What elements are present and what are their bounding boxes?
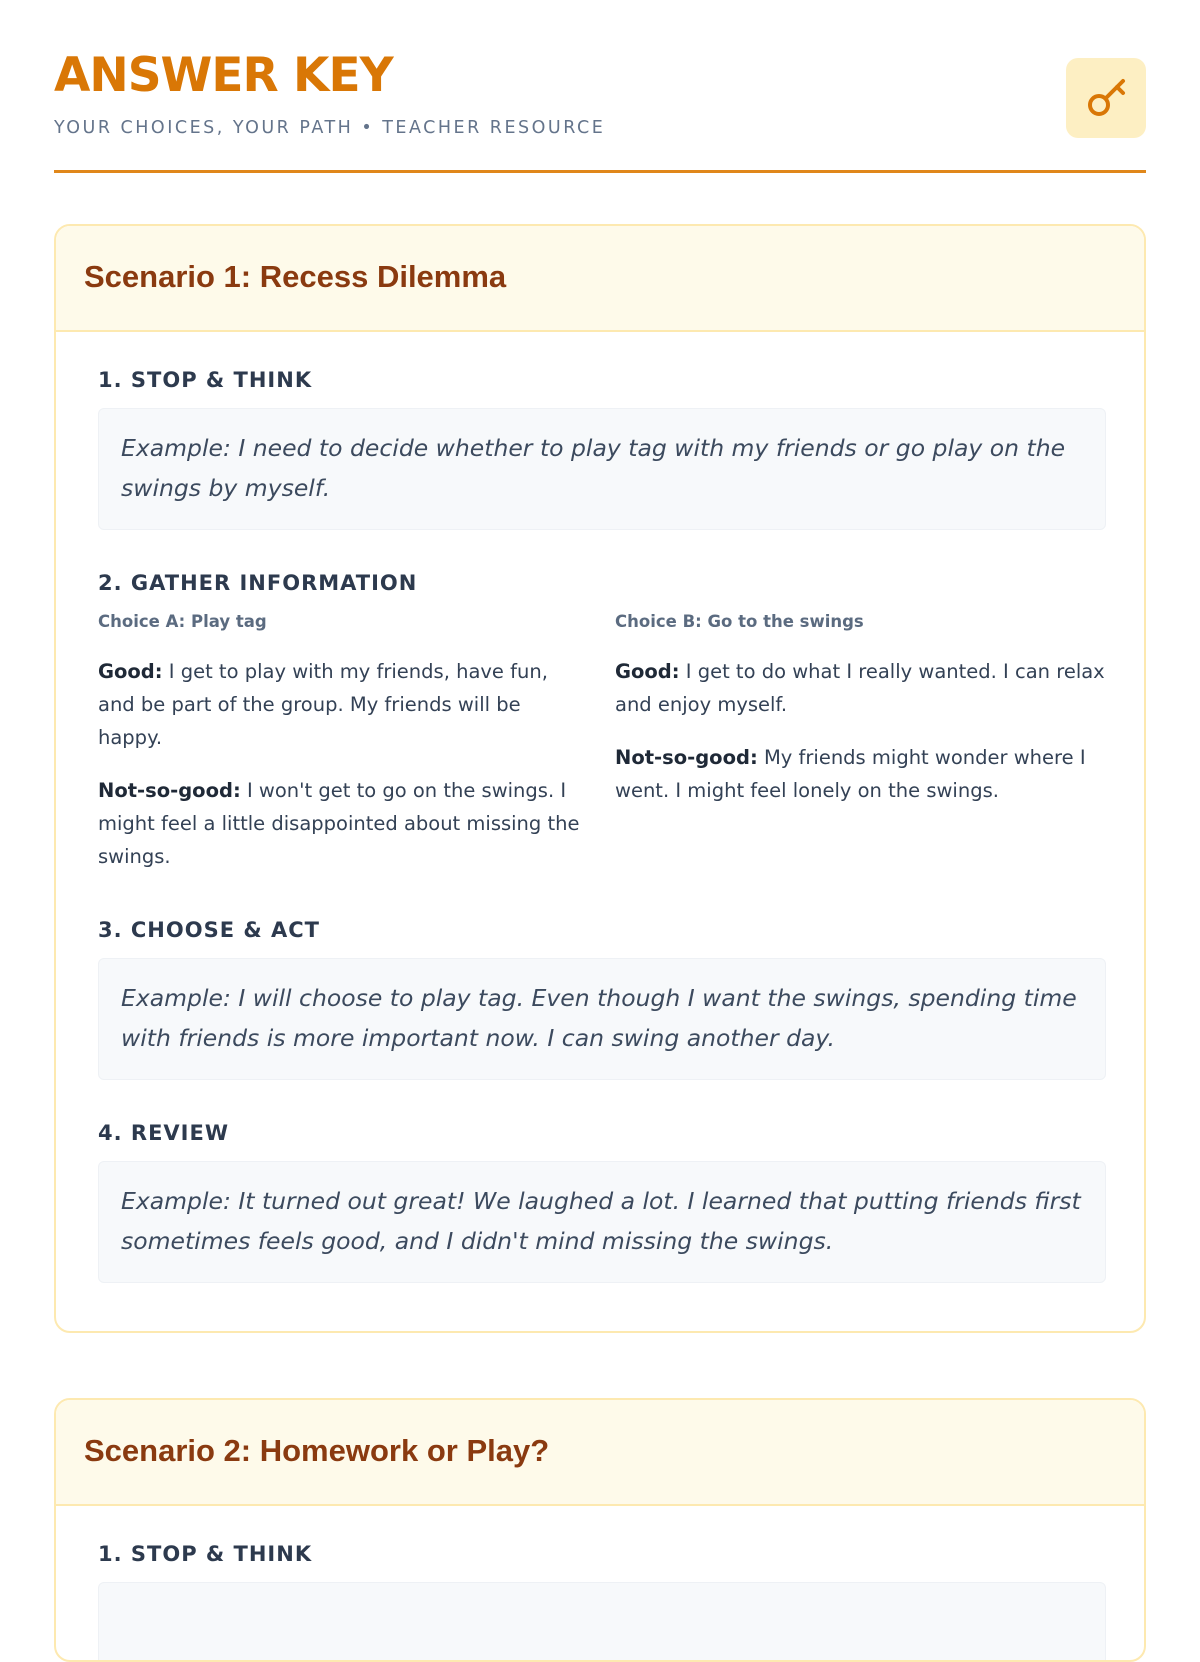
answer-box-stop-think xyxy=(98,408,1106,530)
choice-a-column xyxy=(98,612,588,893)
choice-a-label: Choice A: Play tag xyxy=(98,612,267,631)
good-label: Good: xyxy=(615,660,680,683)
answer-box-review xyxy=(98,1161,1106,1283)
scenario-header xyxy=(56,1400,1144,1506)
answer-box-stop-think xyxy=(98,1582,1106,1662)
page-title: ANSWER KEY xyxy=(54,48,393,103)
good-text: I get to play with my friends, have fun, and be part of the group. My friends will be happy. xyxy=(98,660,548,749)
not-so-good-text: I won't get to go on the swings. I might feel a little disappointed about missing the swings. xyxy=(98,779,580,868)
key-icon xyxy=(1084,74,1132,122)
not-so-good-text: My friends might wonder where I went. I might feel lonely on the swings. xyxy=(615,746,1086,802)
scenario-title: Scenario 2: Homework or Play? xyxy=(84,1433,550,1468)
not-so-good-label: Not-so-good: xyxy=(98,779,241,802)
scenario-body xyxy=(98,330,1106,1320)
page-header xyxy=(54,0,1146,173)
answer-text: Example: I need to decide whether to play tag with my friends or go play on the swings by myself. xyxy=(121,434,1066,502)
choice-b-column xyxy=(615,612,1105,827)
step-review: 4. REVIEW xyxy=(98,1121,229,1145)
not-so-good-label: Not-so-good: xyxy=(615,746,758,769)
answer-key-page xyxy=(54,0,1146,1566)
answer-text: Example: It turned out great! We laughed a lot. I learned that putting friends first sometimes feels good, and I didn't mind missing the swings. xyxy=(121,1187,1081,1255)
good-label: Good: xyxy=(98,660,163,683)
choice-a-good xyxy=(98,655,588,754)
scenario-header xyxy=(56,226,1144,332)
choice-a-not-so-good xyxy=(98,774,588,873)
scenario-card-2 xyxy=(54,1398,1146,1662)
choice-b-good xyxy=(615,655,1105,721)
step-stop-think: 1. STOP & THINK xyxy=(98,1542,313,1566)
page-subtitle: YOUR CHOICES, YOUR PATH • TEACHER RESOURCE xyxy=(54,118,606,138)
step-stop-think: 1. STOP & THINK xyxy=(98,368,313,392)
answer-box-choose-act xyxy=(98,958,1106,1080)
choice-b-not-so-good xyxy=(615,741,1105,807)
good-text: I get to do what I really wanted. I can relax and enjoy myself. xyxy=(615,660,1105,716)
scenario-card-1 xyxy=(54,224,1146,1333)
step-gather-information: 2. GATHER INFORMATION xyxy=(98,571,418,595)
step-choose-act: 3. CHOOSE & ACT xyxy=(98,918,320,942)
scenario-body xyxy=(98,1504,1106,1654)
choice-b-label: Choice B: Go to the swings xyxy=(615,612,864,631)
answer-text: Example: I will choose to play tag. Even though I want the swings, spending time with friends is more important now. I can swing another day. xyxy=(121,984,1077,1052)
scenario-title: Scenario 1: Recess Dilemma xyxy=(84,259,507,294)
key-badge xyxy=(1066,58,1146,138)
